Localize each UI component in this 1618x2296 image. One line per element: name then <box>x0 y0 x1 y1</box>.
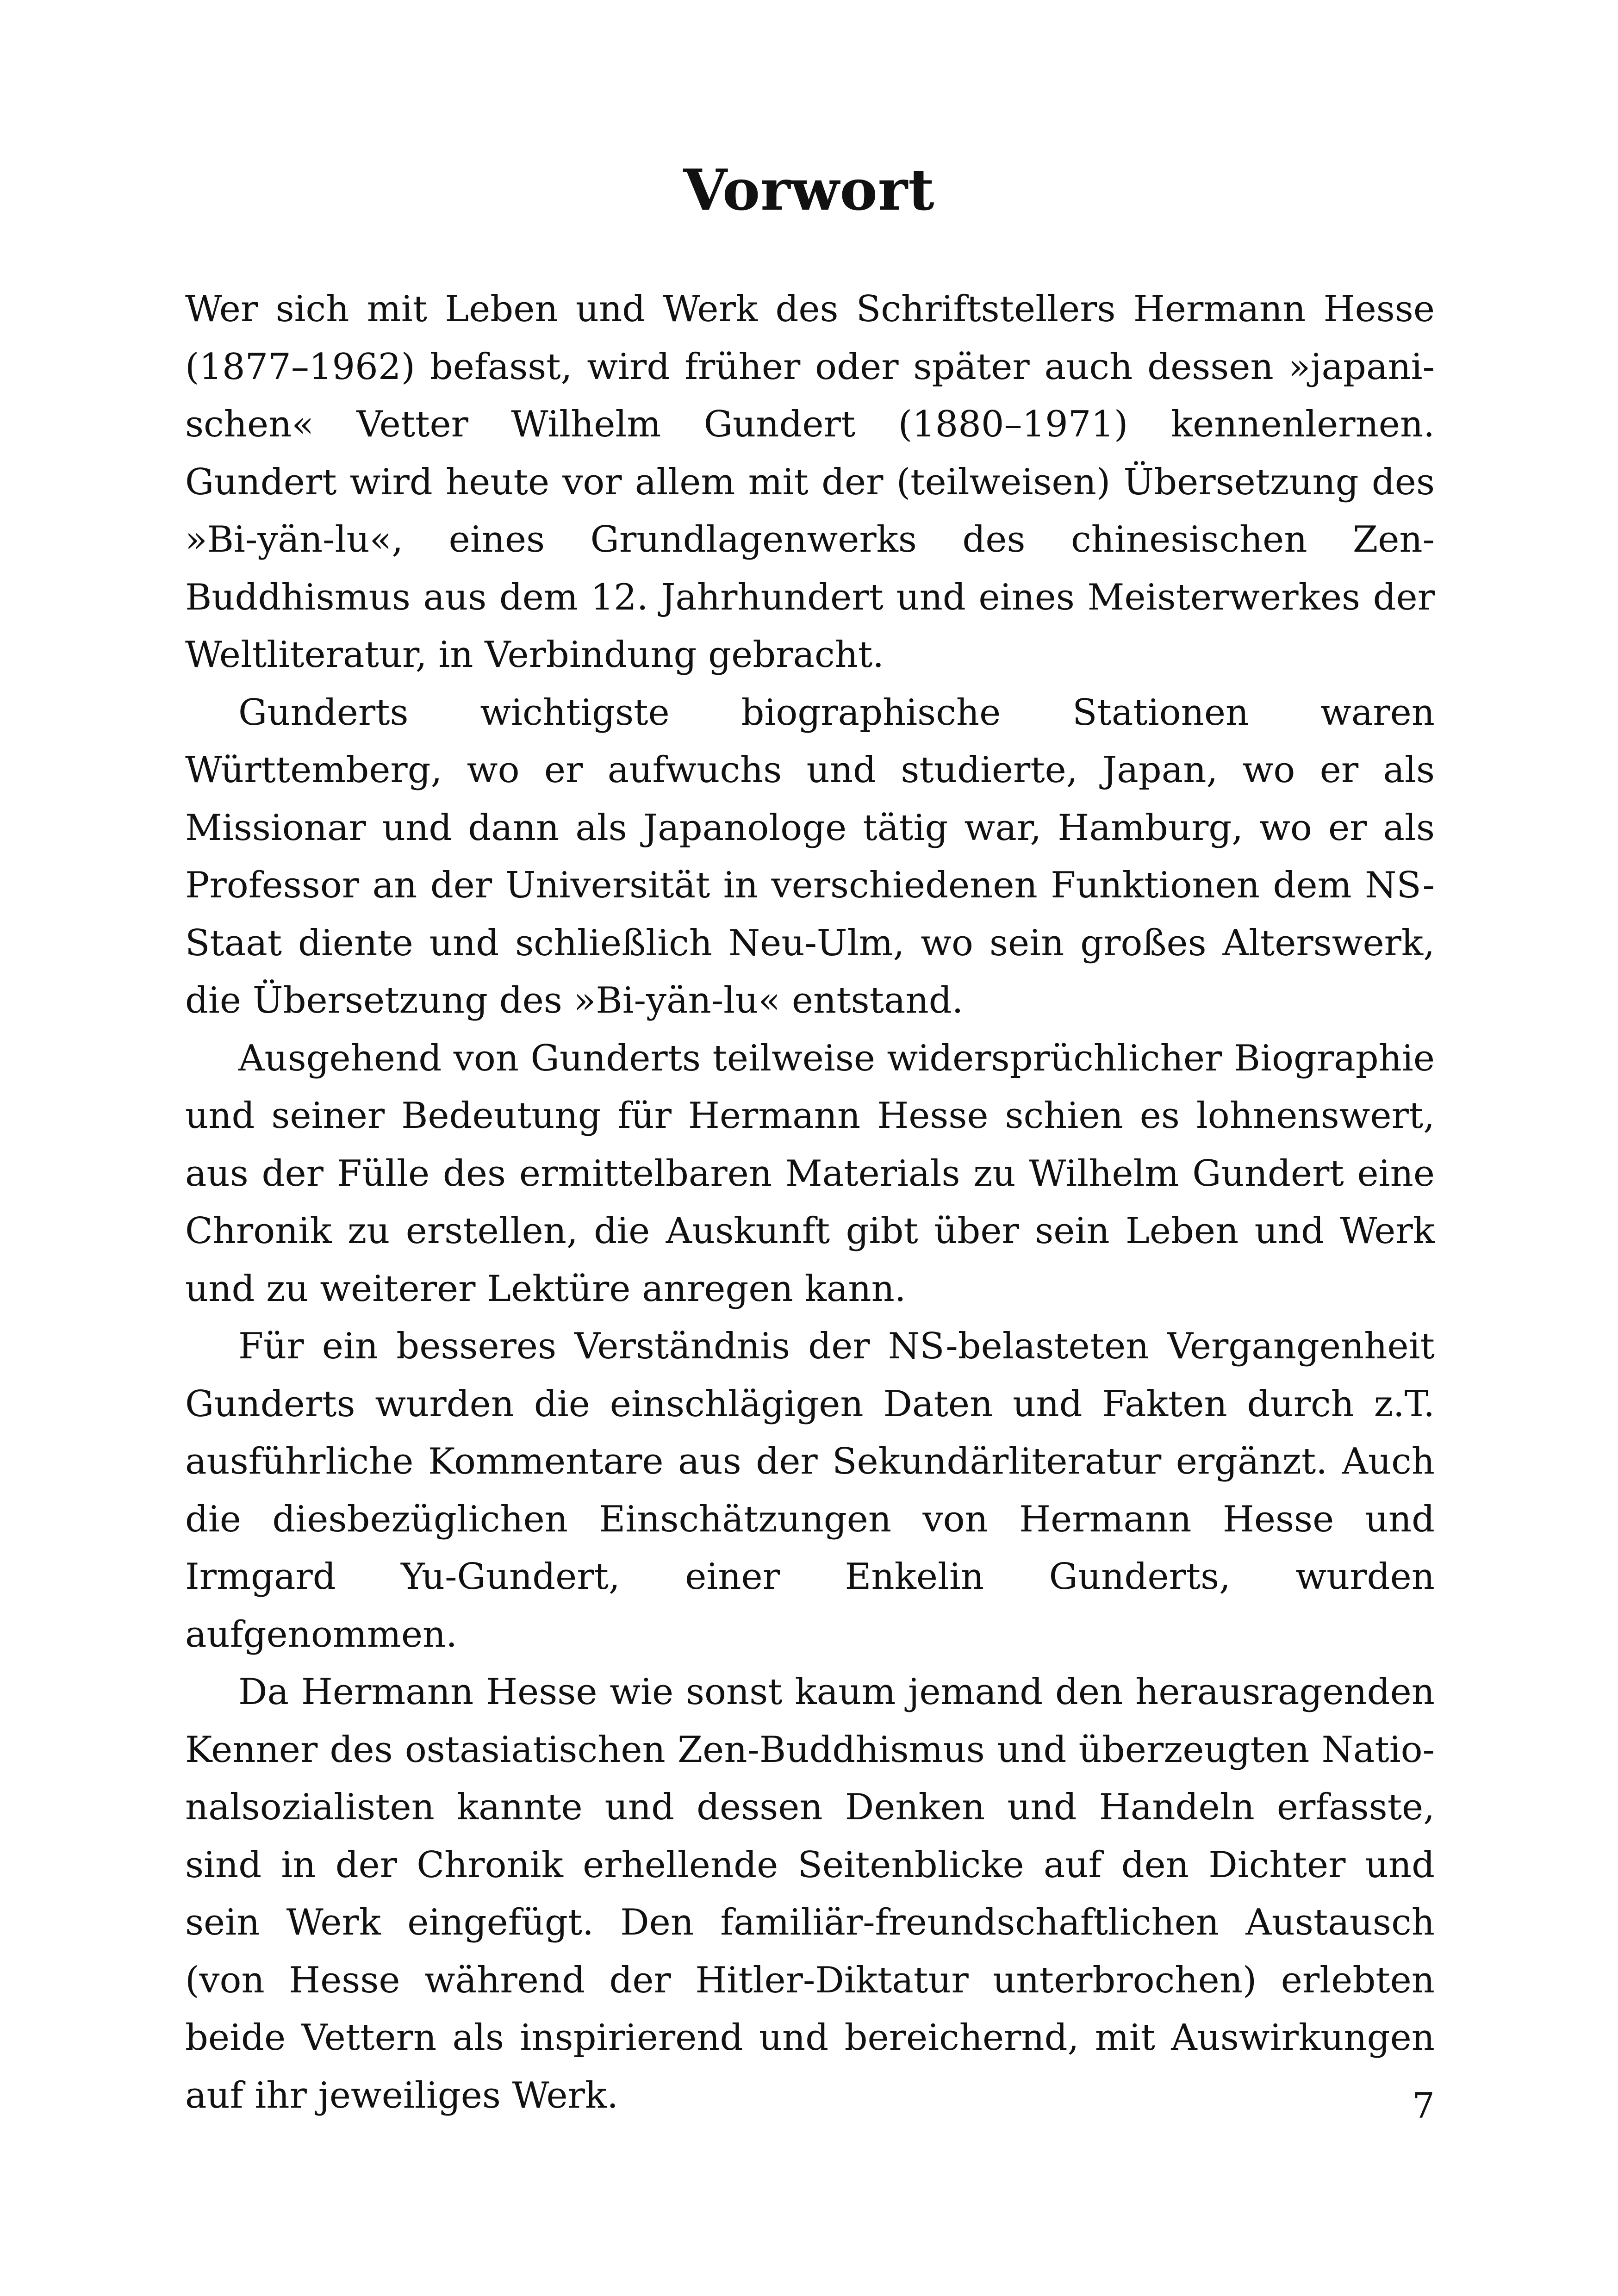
page-number: 7 <box>1412 2085 1435 2126</box>
paragraph-1: Wer sich mit Leben und Werk des Schriftstellers Hermann Hesse (1877–1962) befasst, wird früher oder später auch dessen »japanischen« Vetter Wilhelm Gundert (1880–1971) kennenlernen. Gundert wird heute vor allem mit der (teilweisen) Übersetzung des »Bi-yän-lu«, eines Grundlagenwerks des chinesischen Zen-Buddhismus aus dem 12. Jahrhundert und eines Meisterwerkes der Weltliteratur, in Verbindung gebracht. <box>185 288 1435 676</box>
paragraph-3: Ausgehend von Gunderts teilweise widersprüchlicher Biographie und seiner Bedeutung für Hermann Hesse schien es lohnenswert, aus der Fülle des ermittelbaren Materials zu Wilhelm Gundert eine Chronik zu erstellen, die Auskunft gibt über sein Leben und Werk und zu weiterer Lektüre anregen kann. <box>185 1037 1435 1310</box>
paragraph-5: Da Hermann Hesse wie sonst kaum jemand den herausragenden Kenner des ostasiatischen Zen-Buddhismus und überzeugten Nationalsozialisten kannte und dessen Denken und Handeln erfasste, sind in der Chronik erhellende Seitenblicke auf den Dichter und sein Werk eingefügt. Den familiär-freundschaftlichen Austausch (von Hesse während der Hitler-Diktatur unterbrochen) erlebten beide Vettern als inspirierend und bereichernd, mit Auswirkungen auf ihr jeweiliges Werk. <box>185 1671 1435 2116</box>
paragraph-4: Für ein besseres Verständnis der NS-belasteten Vergangenheit Gunderts wurden die einschlägigen Daten und Fakten durch z.T. ausführliche Kommentare aus der Sekundärliteratur ergänzt. Auch die diesbezüglichen Einschätzungen von Hermann Hesse und Irmgard Yu-Gundert, einer Enkelin Gunderts, wurden aufgenommen. <box>185 1325 1435 1655</box>
body-text <box>185 280 1435 2124</box>
paragraph-2: Gunderts wichtigste biographische Stationen waren Württemberg, wo er aufwuchs und studierte, Japan, wo er als Missionar und dann als Japanologe tätig war, Hamburg, wo er als Professor an der Universität in verschiedenen Funktionen dem NS-Staat diente und schließlich Neu-Ulm, wo sein großes Alterswerk, die Übersetzung des »Bi-yän-lu« entstand. <box>185 691 1435 1021</box>
page-title: Vorwort <box>683 156 935 223</box>
